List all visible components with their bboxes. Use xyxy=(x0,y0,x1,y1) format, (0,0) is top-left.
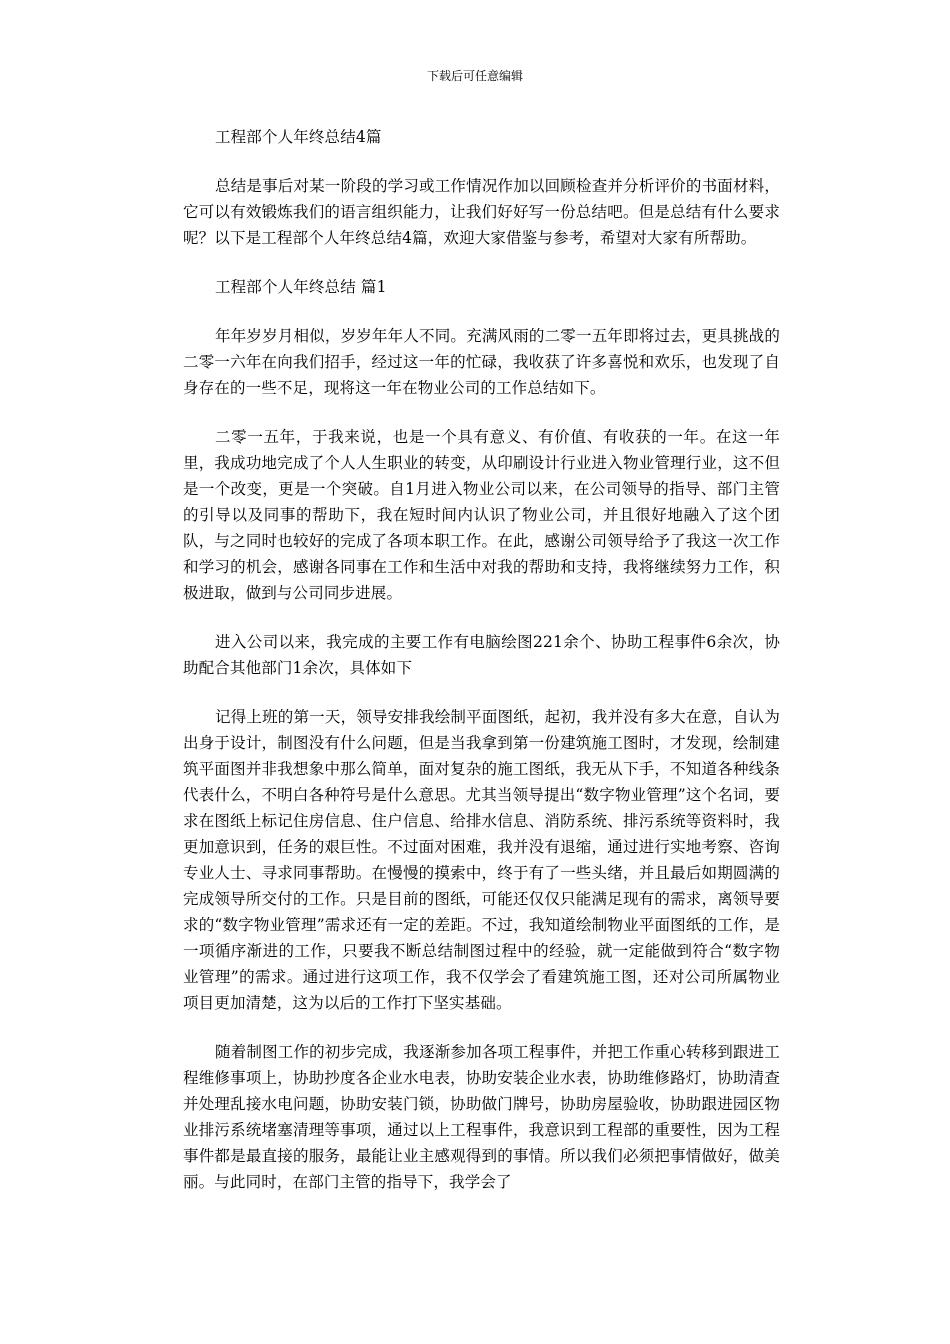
document-title: 工程部个人年终总结4篇 xyxy=(215,128,382,146)
body-paragraph: 随着制图工作的初步完成，我逐渐参加各项工程事件，并把工作重心转移到跟进工程维修事项上，协助抄度各企业水电表，协助安装企业水表，协助维修路灯，协助清查并处理乱接水电问题，协助安装门锁，协助做门牌号，协助房屋验收，协助跟进园区物业排污系统堵塞清理等事项，通过以上工程事件，我意识到工程部的重要性，因为工程事件都是最直接的服务，最能让业主感观得到的事情。所以我们必须把事情做好，做美丽。与此同时，在部门主管的指导下，我学会了 xyxy=(183,1043,780,1191)
body-paragraph: 记得上班的第一天，领导安排我绘制平面图纸，起初，我并没有多大在意，自认为出身于设计，制图没有什么问题，但是当我拿到第一份建筑施工图时，才发现，绘制建筑平面图并非我想象中那么简单，面对复杂的施工图纸，我无从下手，不知道各种线条代表什么，不明白各种符号是什么意思。尤其当领导提出“数字物业管理”这个名词，要求在图纸上标记住房信息、住户信息、给排水信息、消防系统、排污系统等资料时，我更加意识到，任务的艰巨性。不过面对困难，我并没有退缩，通过进行实地考察、咨询专业人士、寻求同事帮助。在慢慢的摸索中，终于有了一些头绪，并且最后如期圆满的完成领导所交付的工作。只是目前的图纸，可能还仅仅只能满足现有的需求，离领导要求的“数字物业管理”需求还有一定的差距。不过，我知道绘制物业平面图纸的工作，是一项循序渐进的工作，只要我不断总结制图过程中的经验，就一定能做到符合“数字物业管理”的需求。通过进行这项工作，我不仅学会了看建筑施工图，还对公司所属物业项目更加清楚，这为以后的工作打下坚实基础。 xyxy=(183,708,780,1012)
body-paragraph: 进入公司以来，我完成的主要工作有电脑绘图221余个、协助工程事件6余次，协助配合其他部门1余次，具体如下 xyxy=(183,633,780,677)
document-body xyxy=(183,124,780,1218)
section-title: 工程部个人年终总结 篇1 xyxy=(215,278,387,296)
body-paragraph: 二零一五年，于我来说，也是一个具有意义、有价值、有收获的一年。在这一年里，我成功地完成了个人人生职业的转变，从印刷设计行业进入物业管理行业，这不但是一个改变，更是一个突破。自1月进入物业公司以来，在公司领导的指导、部门主管的引导以及同事的帮助下，我在短时间内认识了物业公司，并且很好地融入了这个团队，与之同时也较好的完成了各项本职工作。在此，感谢公司领导给予了我这一次工作和学习的机会，感谢各同事在工作和生活中对我的帮助和支持，我将继续努力工作，积极进取，做到与公司同步进展。 xyxy=(183,428,780,602)
header-note: 下载后可任意编辑 xyxy=(426,69,523,83)
intro-paragraph: 总结是事后对某一阶段的学习或工作情况作加以回顾检查并分析评价的书面材料，它可以有效锻炼我们的语言组织能力，让我们好好写一份总结吧。但是总结有什么要求呢？以下是工程部个人年终总结4篇，欢迎大家借鉴与参考，希望对大家有所帮助。 xyxy=(183,177,780,247)
body-paragraph: 年年岁岁月相似，岁岁年年人不同。充满风雨的二零一五年即将过去，更具挑战的二零一六年在向我们招手，经过这一年的忙碌，我收获了许多喜悦和欢乐，也发现了自身存在的一些不足，现将这一年在物业公司的工作总结如下。 xyxy=(183,327,780,397)
